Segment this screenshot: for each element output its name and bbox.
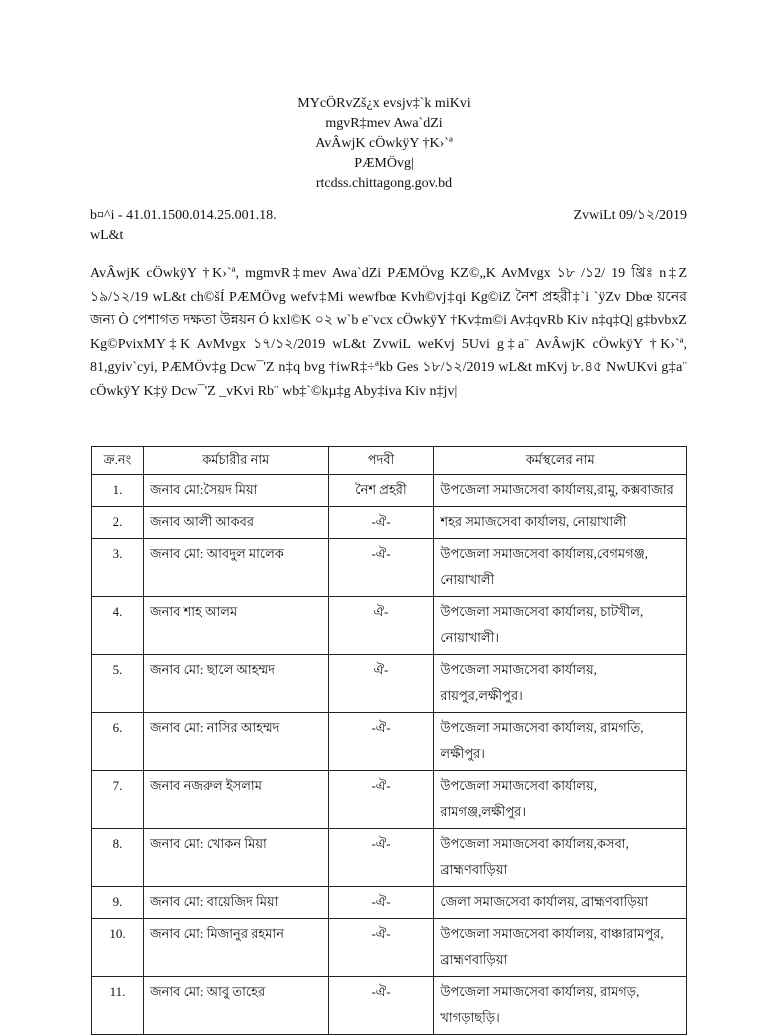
cell-serial: 8. bbox=[92, 829, 144, 887]
cell-name: জনাব শাহ আলম bbox=[143, 597, 328, 655]
table-row bbox=[92, 713, 687, 771]
table-row bbox=[92, 771, 687, 829]
cell-serial: 11. bbox=[92, 977, 144, 1035]
cell-post: -ঐ- bbox=[328, 771, 434, 829]
cell-serial: 7. bbox=[92, 771, 144, 829]
cell-post: নৈশ প্রহরী bbox=[328, 475, 434, 507]
table-row bbox=[92, 597, 687, 655]
staff-table bbox=[91, 446, 687, 1035]
letter-body bbox=[90, 262, 687, 403]
cell-serial: 4. bbox=[92, 597, 144, 655]
cell-name: জনাব মো: আবদুল মালেক bbox=[143, 539, 328, 597]
cell-name: জনাব মো: আবু তাহের bbox=[143, 977, 328, 1035]
cell-post: -ঐ- bbox=[328, 919, 434, 977]
letterhead-line: PÆMÖvg| bbox=[354, 156, 414, 171]
cell-serial: 3. bbox=[92, 539, 144, 597]
cell-serial: 5. bbox=[92, 655, 144, 713]
cell-workplace: উপজেলা সমাজসেবা কার্যালয়,কসবা, ব্রাহ্মণবাড়িয়া bbox=[434, 829, 687, 887]
cell-workplace: শহর সমাজসেবা কার্যালয়, নোয়াখালী bbox=[434, 507, 687, 539]
letterhead-website: rtcdss.chittagong.gov.bd bbox=[315, 176, 453, 191]
cell-name: জনাব মো: মিজানুর রহমান bbox=[143, 919, 328, 977]
cell-post: -ঐ- bbox=[328, 829, 434, 887]
cell-name: জনাব মো:সৈয়দ মিয়া bbox=[143, 475, 328, 507]
cell-post: -ঐ- bbox=[328, 887, 434, 919]
cell-workplace: উপজেলা সমাজসেবা কার্যালয়,রামু, কক্সবাজার bbox=[434, 475, 687, 507]
header-workplace: কর্মস্থলের নাম bbox=[434, 447, 687, 475]
cell-post: ঐ- bbox=[328, 655, 434, 713]
cell-post: -ঐ- bbox=[328, 977, 434, 1035]
letterhead-line: AvÂwjK cÖwkÿY †K›`ª bbox=[315, 136, 453, 151]
cell-name: জনাব মো: ছালে আহম্মদ bbox=[143, 655, 328, 713]
table-row bbox=[92, 655, 687, 713]
table-row bbox=[92, 919, 687, 977]
cell-workplace: উপজেলা সমাজসেবা কার্যালয়, রামগঞ্জ,লক্ষীপুর। bbox=[434, 771, 687, 829]
letterhead-line: mgvR‡mev Awa`dZi bbox=[325, 116, 443, 131]
body-paragraph: AvÂwjK cÖwkÿY †K›`ª, mgmvR‡mev Awa`dZi PÆMÖvg KZ©„K AvMvgx ১৮ /১2/ 19 খ্রিঃ n‡Z ১৯/১২/19 wL&t ch©šÍ PÆMÖvg wefv‡Mi wewfbœ Kvh©vj‡qi Kg©iZ নৈশ প্রহরী‡`i `ÿZv Dbœ য়নের জন্য Ò পেশাগত দক্ষতা উন্নয়ন Ó kxl©K ০২ w`b e¨vcx cÖwkÿY †Kv‡m©i Av‡qvRb Kiv n‡q‡Q| g‡bvbxZ Kg©PvixMY‡K AvMvgx ১৭/১২/2019 wL&t ZvwiL weKvj 5Uvi g‡a¨ AvÂwjK cÖwkÿY †K›`ª, 81,gyiv`cyi, PÆMÖv‡g Dcw¯'Z n‡q bvg †iwR‡÷ªkb Ges ১৮/১২/2019 wL&t mKvj ৮.৪৫ NwUKvi g‡a¨ cÖwkÿY K‡ÿ Dcw¯'Z _vKvi Rb¨ wb‡`©kµ‡g Aby‡iva Kiv n‡jv| bbox=[90, 266, 687, 399]
cell-workplace: উপজেলা সমাজসেবা কার্যালয়, চাটখীল, নোয়াখালী। bbox=[434, 597, 687, 655]
cell-workplace: উপজেলা সমাজসেবা কার্যালয়, রামগড়, খাগড়াছড়ি। bbox=[434, 977, 687, 1035]
header-serial: ক্র.নং bbox=[92, 447, 144, 475]
cell-name: জনাব মো: বায়েজিদ মিয়া bbox=[143, 887, 328, 919]
table-row bbox=[92, 829, 687, 887]
header-name: কর্মচারীর নাম bbox=[143, 447, 328, 475]
cell-name: জনাব নজরুল ইসলাম bbox=[143, 771, 328, 829]
memo-subject-mark: wL&t bbox=[90, 228, 124, 243]
header-post: পদবী bbox=[328, 447, 434, 475]
cell-name: জনাব মো: নাসির আহম্মদ bbox=[143, 713, 328, 771]
cell-serial: 6. bbox=[92, 713, 144, 771]
cell-serial: 1. bbox=[92, 475, 144, 507]
cell-workplace: উপজেলা সমাজসেবা কার্যালয়, রামগতি, লক্ষীপুর। bbox=[434, 713, 687, 771]
cell-serial: 10. bbox=[92, 919, 144, 977]
table-header-row bbox=[92, 447, 687, 475]
table-row bbox=[92, 475, 687, 507]
cell-serial: 9. bbox=[92, 887, 144, 919]
cell-post: -ঐ- bbox=[328, 713, 434, 771]
cell-post: ঐ- bbox=[328, 597, 434, 655]
cell-workplace: জেলা সমাজসেবা কার্যালয়, ব্রাহ্মণবাড়িয়া bbox=[434, 887, 687, 919]
letterhead-line: MYcÖRvZš¿x evsjv‡`k miKvi bbox=[297, 96, 471, 111]
cell-workplace: উপজেলা সমাজসেবা কার্যালয়,বেগমগঞ্জ, নোয়াখালী bbox=[434, 539, 687, 597]
memo-number: b¤^i - 41.01.1500.014.25.001.18. bbox=[90, 208, 277, 223]
cell-name: জনাব আলী আকবর bbox=[143, 507, 328, 539]
table-row bbox=[92, 539, 687, 597]
cell-serial: 2. bbox=[92, 507, 144, 539]
cell-workplace: উপজেলা সমাজসেবা কার্যালয়, রায়পুর,লক্ষীপুর। bbox=[434, 655, 687, 713]
cell-workplace: উপজেলা সমাজসেবা কার্যালয়, বাঞ্চারামপুর, ব্রাহ্মণবাড়িয়া bbox=[434, 919, 687, 977]
table-row bbox=[92, 887, 687, 919]
table-row bbox=[92, 977, 687, 1035]
letterhead bbox=[0, 94, 768, 194]
cell-post: -ঐ- bbox=[328, 539, 434, 597]
table-row bbox=[92, 507, 687, 539]
memo-date: ZvwiLt 09/১২/2019 bbox=[573, 208, 687, 223]
cell-post: -ঐ- bbox=[328, 507, 434, 539]
cell-name: জনাব মো: খোকন মিয়া bbox=[143, 829, 328, 887]
